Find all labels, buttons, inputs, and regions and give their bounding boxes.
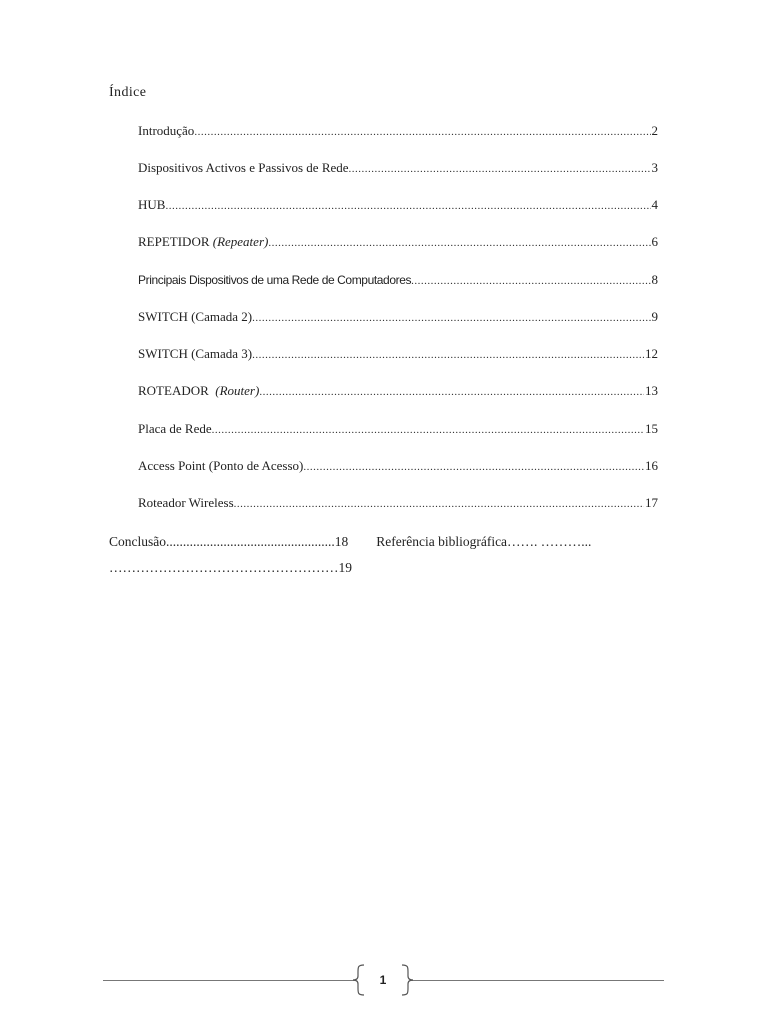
- toc-entry[interactable]: [138, 197, 658, 217]
- dot-leader: [194, 126, 650, 138]
- toc-entry-title: Roteador Wireless: [138, 495, 234, 510]
- toc-entry-title: SWITCH (Camada 3): [138, 346, 253, 361]
- toc-entry-page: 16: [645, 458, 658, 473]
- toc-entry[interactable]: [138, 495, 658, 515]
- toc-entry[interactable]: [138, 234, 658, 254]
- toc-entry-page: 2: [651, 123, 658, 138]
- toc-entry-page: 15: [645, 421, 658, 436]
- dot-leader: [165, 200, 650, 212]
- dot-leader: [252, 312, 650, 324]
- dot-leader: [252, 349, 644, 361]
- toc-entry-page: 8: [651, 272, 658, 287]
- dot-leader: [212, 424, 644, 436]
- toc-entry[interactable]: [138, 346, 658, 366]
- toc-entry-title: [138, 234, 268, 250]
- toc-entry-conclusion[interactable]: Conclusão..................................................18: [109, 534, 349, 549]
- footer-rule-right: [411, 980, 664, 981]
- toc-entry-references[interactable]: Referência bibliográfica……. ………...: [376, 534, 592, 549]
- dot-leader: [234, 498, 644, 510]
- toc-entry-title-italic: (Repeater): [212, 234, 269, 249]
- toc-references-continuation[interactable]: ……………………………………………19: [109, 560, 352, 575]
- toc-entry-title: Introdução: [138, 123, 195, 138]
- toc-heading: Índice: [109, 85, 147, 100]
- toc-entry-title-italic: (Router): [215, 383, 260, 398]
- toc-entry[interactable]: [138, 272, 658, 292]
- toc-entry-title: Access Point (Ponto de Acesso): [138, 458, 304, 473]
- toc-entry-title: Dispositivos Activos e Passivos de Rede: [138, 160, 349, 175]
- toc-entry-title-text: ROTEADOR: [138, 383, 216, 398]
- toc-entry[interactable]: [138, 421, 658, 441]
- dot-leader: [303, 461, 644, 473]
- toc-entry[interactable]: [138, 309, 658, 329]
- page-number: 1: [379, 973, 387, 987]
- footer-rule-left: [103, 980, 356, 981]
- dot-leader: [411, 275, 650, 287]
- toc-entry-page: 17: [645, 495, 658, 510]
- toc-entry-title-text: REPETIDOR: [138, 234, 213, 249]
- dot-leader: [259, 386, 644, 398]
- toc-entry-title: Principais Dispositivos de uma Rede de Computadores: [138, 273, 412, 287]
- dot-leader: [268, 237, 650, 249]
- toc-entry[interactable]: [138, 160, 658, 180]
- toc-bottom-entries: [109, 534, 669, 550]
- toc-entry-page: 4: [651, 197, 658, 212]
- toc-entry-title: [138, 383, 259, 399]
- toc-entry-title: HUB: [138, 197, 166, 212]
- dot-leader: [349, 163, 651, 175]
- toc-entry-title: Placa de Rede: [138, 421, 212, 436]
- toc-entry[interactable]: [138, 383, 658, 403]
- toc-entry-page: 3: [651, 160, 658, 175]
- toc-entry-page: 13: [645, 383, 658, 398]
- toc-entry[interactable]: [138, 458, 658, 478]
- toc-entry-page: 12: [645, 346, 658, 361]
- toc-entry-page: 6: [651, 234, 658, 249]
- toc-entry-page: 9: [651, 309, 658, 324]
- toc-entry-title: SWITCH (Camada 2): [138, 309, 253, 324]
- toc-entry[interactable]: [138, 123, 658, 143]
